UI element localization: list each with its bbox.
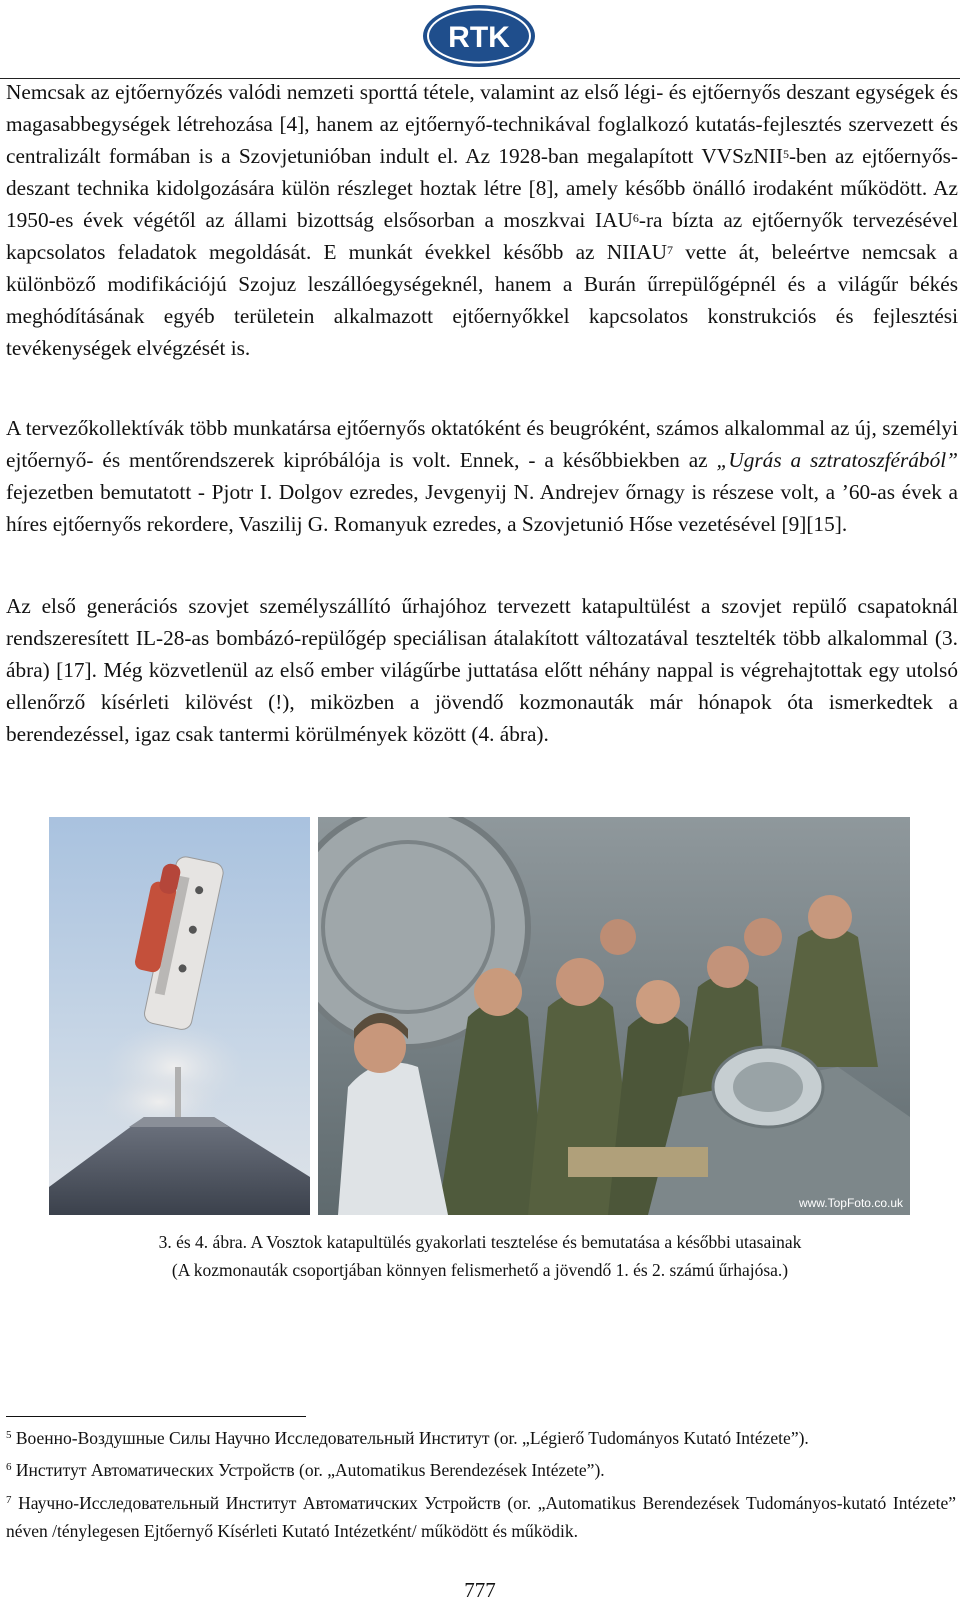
p1-text-4: vette át, beleértve nemcsak a különböző modifikációjú Szojuz leszállóegységeknél, hanem a Burán űrrepülőgépnél és a világűr békés meghódításának egyéb területein alkalmazott ejtőernyőkkel kapcsolatos konstrukciós és fejlesztési tevékenységek elvégzését is. (6, 240, 959, 360)
footnote-ref-6: 6 (632, 211, 639, 225)
figure-caption-line-2: (A kozmonauták csoportjában könnyen felismerhető a jövendő 1. és 2. számú űrhajósa.) (171, 1260, 789, 1280)
footnote-6-number: 6 (6, 1461, 12, 1473)
p2-italic-title: „Ugrás a sztratoszférából” (716, 448, 958, 472)
page-number: 777 (464, 1578, 496, 1602)
figure-3-catapult-test-photo (49, 817, 310, 1215)
rtk-logo (421, 3, 537, 69)
paragraph-2 (6, 412, 958, 540)
p1-text-2: -ben az ejtőernyős-deszant technika kidolgozására külön részleget hoztak létre [8], amely később önálló irodaként működött. Az 1950-es évek végétől az állami bizottság elsősorban a moszkvai IAU (6, 144, 958, 232)
footnote-7-text: Научно-Исследовательный Институт Автоматичских Устройств (or. „Automatikus Berendezések Tudományos-kutató Intézete” néven /ténylegesen Ejtőernyő Kísérleti Kutató Intézetként/ működött és működik. (6, 1493, 956, 1541)
paragraph-3 (6, 590, 958, 750)
footnote-5-text: Военно-Воздушные Силы Научно Исследовательный Институт (or. „Légierő Tudományos Kutató Intézete”). (15, 1428, 809, 1448)
footnote-6 (6, 1456, 956, 1484)
footnote-6-text: Институт Автоматических Устройств (or. „Automatikus Berendezések Intézete”). (15, 1460, 605, 1480)
photo-watermark: www.TopFoto.co.uk (798, 1196, 903, 1210)
paragraph-1 (6, 76, 958, 364)
footnote-5-number: 5 (6, 1429, 12, 1441)
logo-text: RTK (448, 21, 510, 54)
p2-text-1: A tervezőkollektívák több munkatársa ejtőernyős oktatóként és beugróként, számos alkalommal az új, személyi ejtőernyő- és mentőrendszerek kipróbálója is volt. Ennek, - a későbbiekben az (6, 416, 958, 472)
footnote-5 (6, 1424, 956, 1452)
p2-text-2: fejezetben bemutatott - Pjotr I. Dolgov ezredes, Jevgenyij N. Andrejev őrnagy is részese volt, a ’60-as évek a híres ejtőernyős rekordere, Vaszilij G. Romanyuk ezredes, a Szovjetunió Hőse vezetésével [9][15]. (6, 480, 958, 536)
footnote-ref-5: 5 (782, 147, 789, 161)
footnote-7 (6, 1489, 956, 1545)
p3-text: Az első generációs szovjet személyszállító űrhajóhoz tervezett katapultülést a szovjet repülő csapatoknál rendszeresített IL-28-as bombázó-repülőgép speciálisan átalakított változatával tesztelték több alkalommal (3. ábra) [17]. Még közvetlenül az első ember világűrbe juttatása előtt néhány nappal is végrehajtottak egy utolsó ellenőrző kísérleti kilövést (!), miközben a jövendő kozmonauták már hónapok óta ismerkedtek a berendezéssel, igaz csak tantermi körülmények között (4. ábra). (6, 594, 958, 746)
p1-text-3: -ra bízta az ejtőernyők tervezésével kapcsolatos feladatok megoldását. E munkát évekkel később az NIIAU (6, 208, 958, 264)
footnote-ref-7: 7 (667, 243, 674, 257)
figure-4-cosmonaut-group-photo (318, 817, 910, 1215)
footnote-separator (6, 1416, 306, 1417)
p1-text-1: Nemcsak az ejtőernyőzés valódi nemzeti sporttá tétele, valamint az első légi- és ejtőernyős deszant egységek és magasabbegységek létrehozása [4], hanem az ejtőernyő-technikával foglalkozó kutatás-fejlesztés szervezett és centralizált formában is a Szovjetunióban indult el. Az 1928-ban megalapított VVSzNII (6, 80, 958, 168)
figure-caption-line-1: 3. és 4. ábra. A Vosztok katapultülés gyakorlati tesztelése és bemutatása a későbbi utasainak (158, 1232, 802, 1252)
footnote-7-number: 7 (6, 1494, 12, 1506)
